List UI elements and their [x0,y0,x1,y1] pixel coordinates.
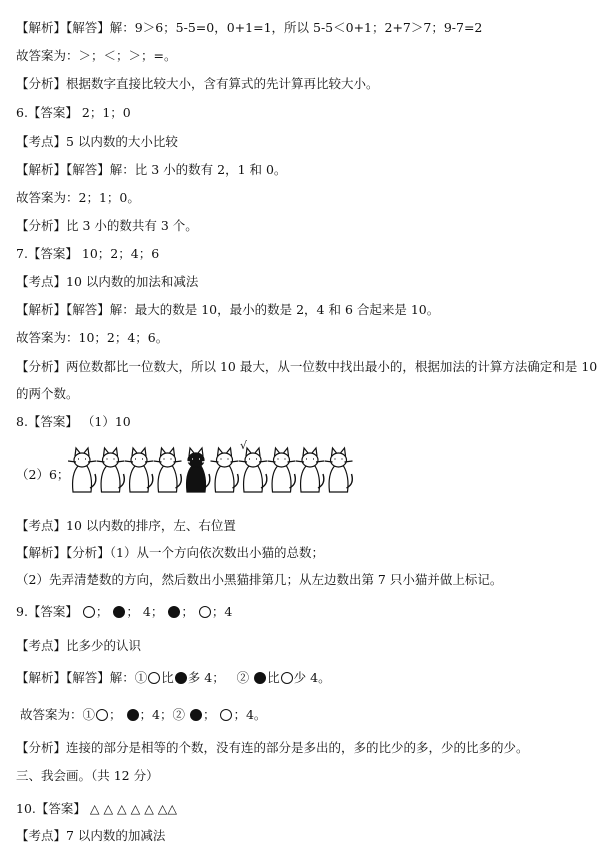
black-circle-icon [175,672,187,684]
cat-icon [325,448,353,492]
separator: ； [109,707,122,722]
separator: ； [126,604,139,619]
q6-answer: 6.【答案】 2；1；0 [16,105,131,120]
q8-knowledge-point: 【考点】10 以内数的排序，左、右位置 [16,518,236,533]
q7-explanation: 【解析】【解答】解：最大的数是 10，最小的数是 2，4 和 6 合起来是 10。 [16,302,440,317]
cat-icon [211,448,239,492]
q9-answer: 9.【答案】 ； ； 4； ； ；4 [16,604,233,619]
q10-answer: 10.【答案】 △ △ △ △ △ △△ [16,801,178,816]
duo-text: 多 4； [187,670,225,685]
cat-icon [68,448,96,492]
cat-icon [296,448,324,492]
q9-knowledge-point: 【考点】比多少的认识 [16,638,142,653]
q5-conclusion: 故答案为：＞；＜；＞；=。 [16,48,177,63]
q8-answer: 8.【答案】 （1）10 [16,414,131,429]
white-circle-icon [148,672,160,684]
q9-analysis: 【分析】连接的部分是相等的个数，没有连的部分是多出的，多的比少的多，少的比多的少。 [16,740,529,755]
q9-conclusion-prefix: 故答案为：① [20,707,96,722]
q8-answer-part2: （2）6； [16,467,70,482]
black-circle-icon [127,709,139,721]
q10-knowledge-point: 【考点】7 以内数的加减法 [16,828,166,843]
separator: ； [202,707,216,722]
q6-knowledge-point: 【考点】5 以内数的大小比较 [16,134,178,149]
end-text: ；4。 [233,707,267,722]
q6-explanation: 【解析】【解答】解：比 3 小的数有 2，1 和 0。 [16,162,287,177]
white-circle-icon [199,606,211,618]
white-circle-icon [96,709,108,721]
four-text: ；4；② [139,707,185,722]
q6-conclusion: 故答案为：2；1；0。 [16,190,140,205]
shao-text: 少 4。 [293,670,331,685]
cat-icon [239,448,267,492]
q7-conclusion: 故答案为：10；2；4；6。 [16,330,169,345]
separator: ； [95,604,109,619]
separator: ； [150,604,164,619]
q9-explanation-prefix: 【解析】【解答】解：① [16,670,148,685]
q9-value2: 4 [224,604,233,619]
cat-icon [97,448,125,492]
black-circle-icon [190,709,202,721]
q5-explanation: 【解析】【解答】解：9＞6；5-5=0，0+1=1，所以 5-5＜0+1；2+7＞7；9-7=2 [16,20,483,35]
section-three-heading: 三、我会画。（共 12 分） [16,768,159,783]
q7-analysis-cont: 的两个数。 [16,386,79,401]
black-circle-icon [168,606,180,618]
q7-answer: 7.【答案】 10；2；4；6 [16,246,160,261]
cat-icon [125,448,153,492]
cat-row [68,448,353,492]
check-mark: √ [240,440,248,452]
cat-icon [268,448,296,492]
bi-text: 比 [161,670,174,685]
q5-analysis: 【分析】根据数字直接比较大小，含有算式的先计算再比较大小。 [16,76,379,91]
q7-knowledge-point: 【考点】10 以内数的加法和减法 [16,274,199,289]
black-circle-icon [113,606,125,618]
white-circle-icon [220,709,232,721]
two-marker: ② [236,670,250,685]
q7-analysis: 【分析】两位数都比一位数大，所以 10 最大，从一位数中找出最小的，根据加法的计算方法确定和是 10 [16,359,598,374]
separator: ； [181,604,194,619]
q9-answer-prefix: 9.【答案】 [16,604,78,619]
q6-analysis: 【分析】比 3 小的数共有 3 个。 [16,218,198,233]
cats-illustration [68,440,358,496]
black-circle-icon [254,672,266,684]
q8-analysis-part2: （2）先弄清楚数的方向，然后数出小黑猫排第几；从左边数出第 7 只小猫并做上标记。 [16,572,503,587]
q8-analysis: 【解析】【分析】（1）从一个方向依次数出小猫的总数； [16,545,324,560]
q9-explanation [16,670,592,686]
cat-icon [154,448,182,492]
cat-icon [182,448,210,492]
q9-conclusion [20,707,592,723]
white-circle-icon [83,606,95,618]
q9-value: 4 [142,604,151,619]
white-circle-icon [281,672,293,684]
bi-text: 比 [267,670,280,685]
